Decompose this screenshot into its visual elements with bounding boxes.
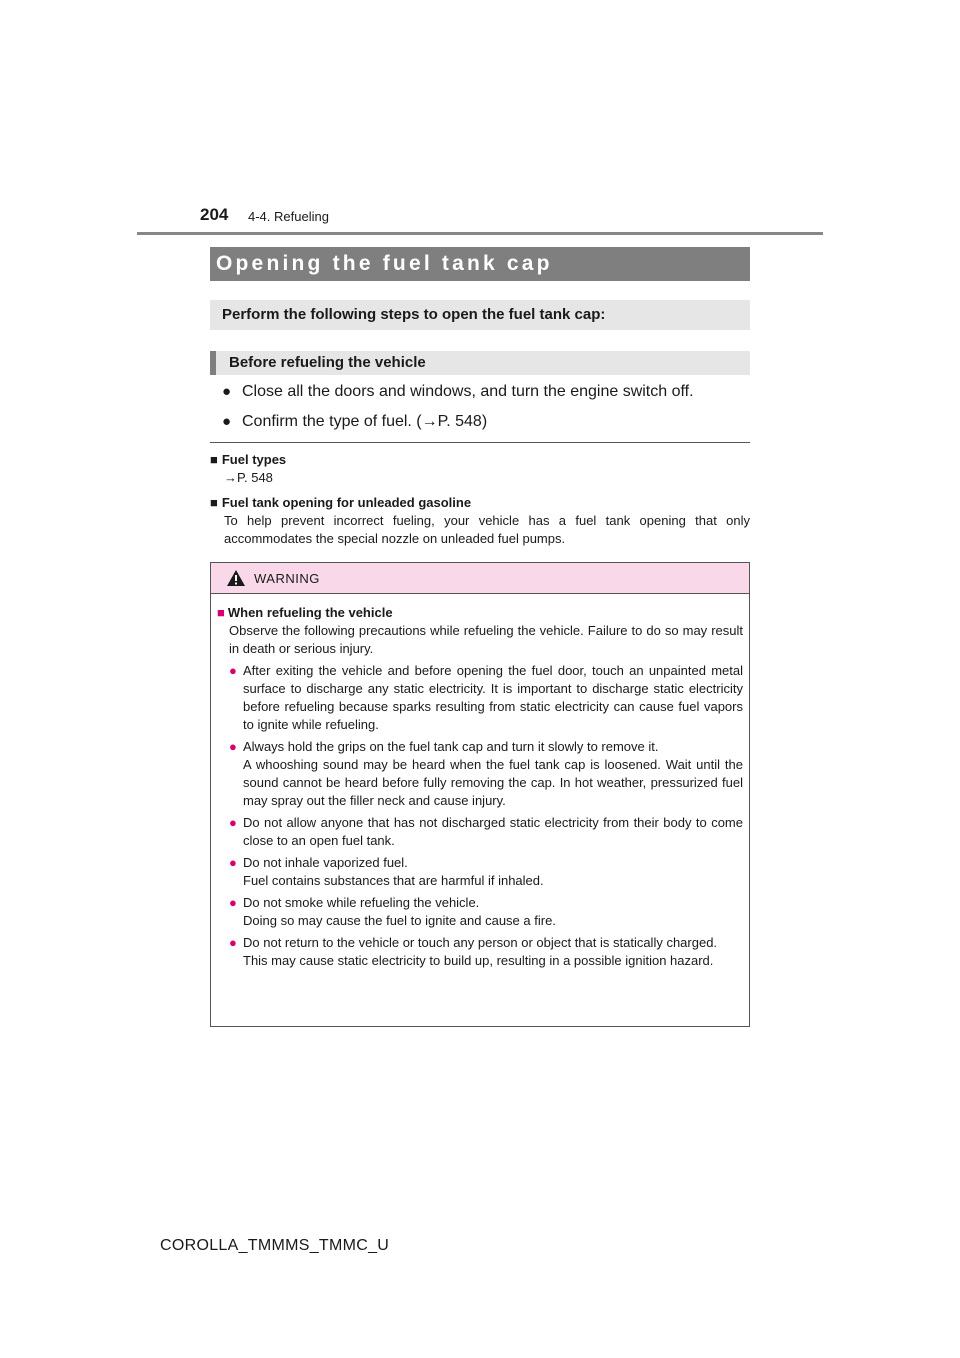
header-rule (137, 232, 823, 235)
list-item-text: Close all the doors and windows, and turn the engine switch off. (242, 383, 694, 400)
warning-item-text: After exiting the vehicle and before opening the fuel door, touch an unpainted metal surface to discharge any static electricity. It is important to discharge static electricity before refueling because sparks resulting from static electricity can cause fuel vapors to ignite while refueling. (243, 663, 743, 732)
warning-item (217, 814, 743, 850)
list-item (222, 381, 750, 403)
warning-body (211, 594, 749, 970)
square-bullet-icon: ■ (210, 452, 218, 467)
bullet-icon: ● (229, 895, 237, 910)
bullet-icon: ● (229, 935, 237, 950)
before-refueling-list (222, 381, 750, 441)
bullet-icon: ● (222, 413, 232, 430)
warning-item-text: Do not smoke while refueling the vehicle. (243, 895, 480, 910)
warning-box (210, 562, 750, 1027)
warning-triangle-icon (226, 569, 246, 587)
note-heading: Fuel tank opening for unleaded gasoline (221, 495, 472, 510)
warning-item-text: Always hold the grips on the fuel tank cap and turn it slowly to remove it. (243, 739, 659, 754)
warning-item (217, 934, 743, 970)
warning-heading: When refueling the vehicle (227, 605, 393, 620)
list-item-text: Confirm the type of fuel. (→P. 548) (242, 413, 488, 430)
warning-item-text: Fuel contains substances that are harmful if inhaled. (243, 873, 544, 888)
note-fuel-types (210, 451, 750, 487)
warning-item (217, 894, 743, 930)
page-number: 204 (200, 205, 229, 224)
section-label: 4-4. Refueling (248, 209, 329, 224)
warning-label: WARNING (254, 570, 320, 586)
note-fuel-tank-opening (210, 494, 750, 548)
page-title: Opening the fuel tank cap (210, 247, 750, 281)
bullet-icon: ● (229, 855, 237, 870)
warning-header (211, 563, 749, 594)
bullet-icon: ● (229, 815, 237, 830)
warning-item-text: Doing so may cause the fuel to ignite and cause a fire. (243, 913, 556, 928)
intro-text: Perform the following steps to open the fuel tank cap: (210, 300, 750, 330)
warning-item-text: Do not allow anyone that has not discharged static electricity from their body to come close to an open fuel tank. (243, 815, 743, 848)
warning-item-text: Do not return to the vehicle or touch any person or object that is statically charged. (243, 935, 718, 950)
before-refueling-heading: Before refueling the vehicle (210, 351, 750, 375)
warning-item-text: This may cause static electricity to build up, resulting in a possible ignition hazard. (243, 953, 714, 968)
note-body: To help prevent incorrect fueling, your vehicle has a fuel tank opening that only accommodates the special nozzle on unleaded fuel pumps. (224, 513, 750, 546)
note-heading: Fuel types (221, 452, 287, 467)
section-divider (210, 442, 750, 443)
warning-item (217, 854, 743, 890)
square-bullet-icon: ■ (217, 605, 225, 620)
warning-item-text: A whooshing sound may be heard when the fuel tank cap is loosened. Wait until the sound cannot be heard before fully removing the cap. In hot weather, pressurized fuel may spray out the filler neck and cause injury. (243, 757, 743, 808)
list-item (222, 411, 750, 433)
bullet-icon: ● (222, 383, 232, 400)
warning-intro: Observe the following precautions while refueling the vehicle. Failure to do so may result in death or serious injury. (229, 623, 743, 656)
note-body: →P. 548 (224, 470, 273, 485)
bullet-icon: ● (229, 663, 237, 678)
footer-doc-id: COROLLA_TMMMS_TMMC_U (160, 1237, 390, 1254)
warning-item-text: Do not inhale vaporized fuel. (243, 855, 408, 870)
bullet-icon: ● (229, 739, 237, 754)
square-bullet-icon: ■ (210, 495, 218, 510)
warning-item (217, 738, 743, 810)
warning-item (217, 662, 743, 734)
